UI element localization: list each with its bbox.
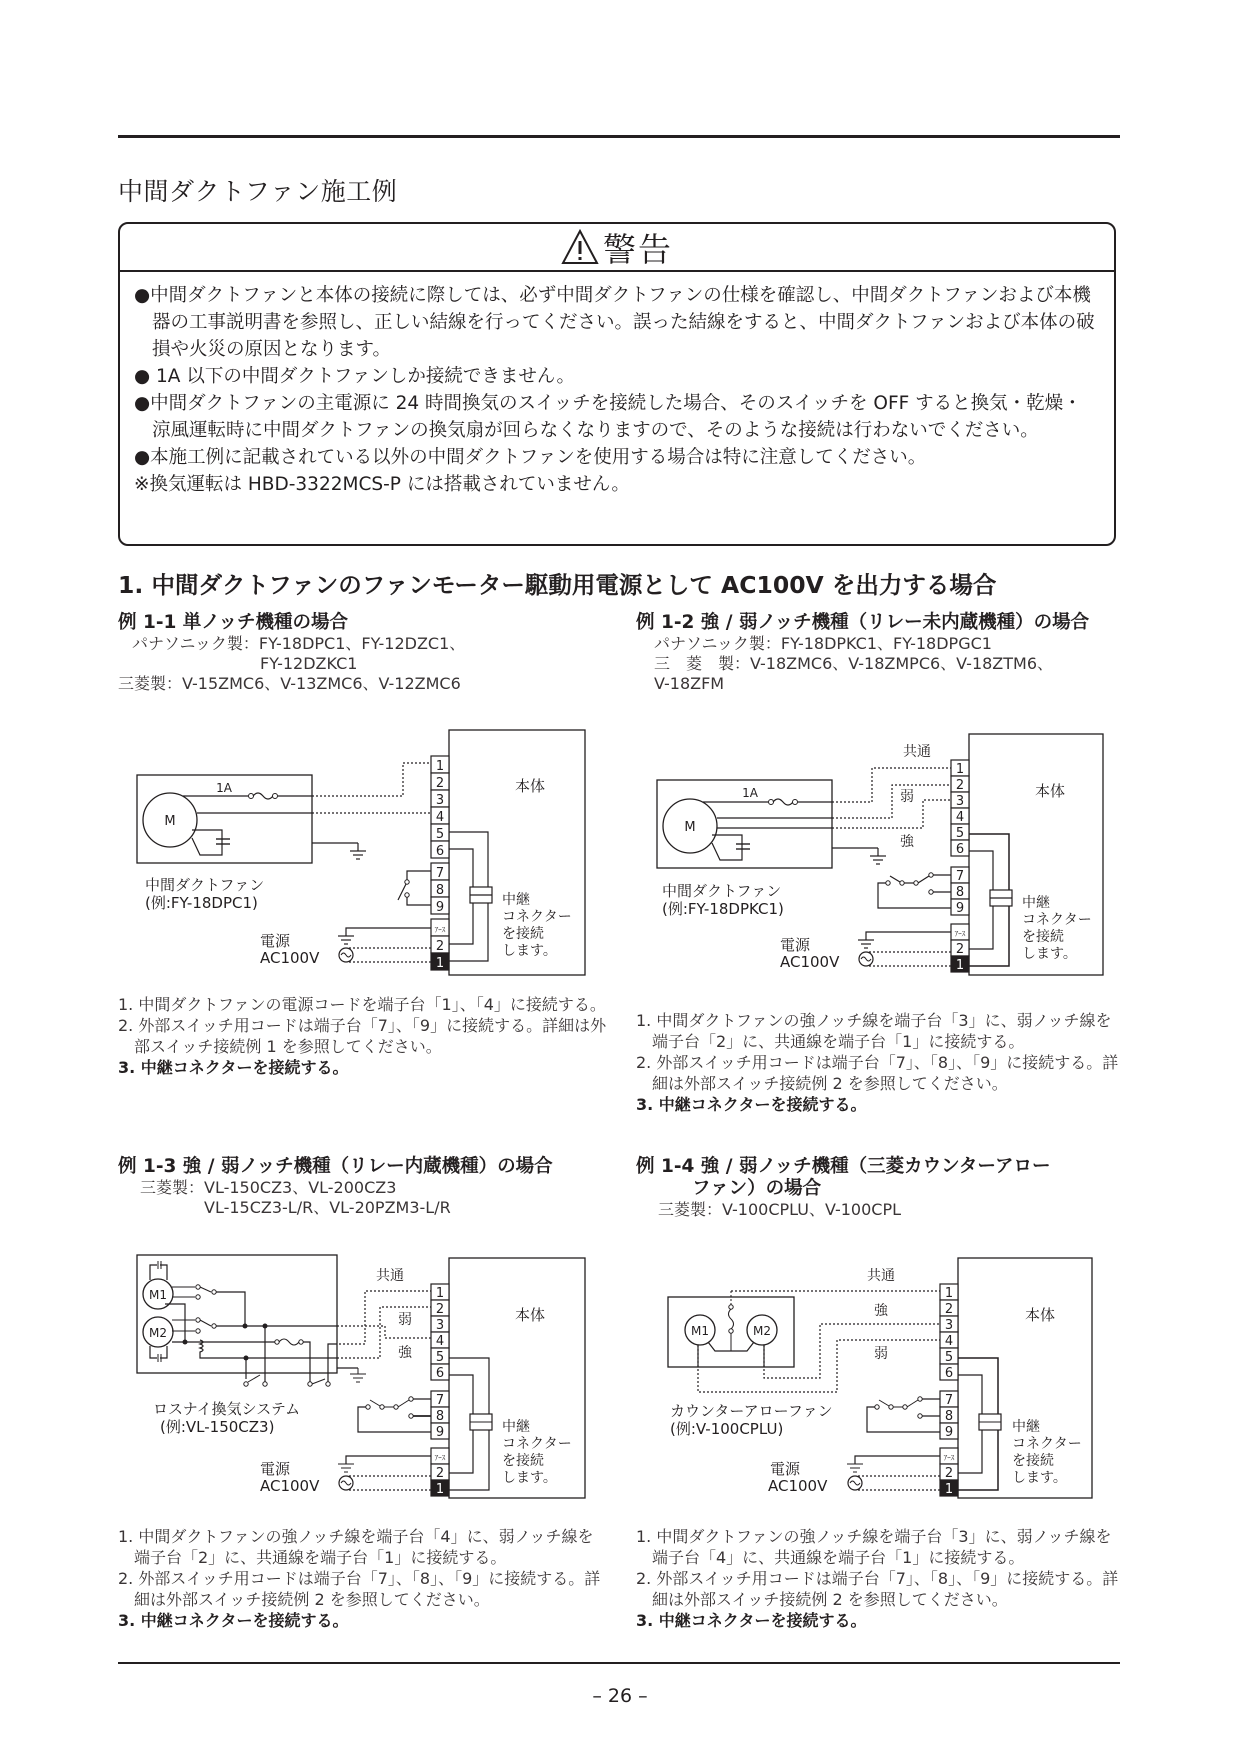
warning-item: ●中間ダクトファンの主電源に 24 時間換気のスイッチを接続した場合、そのスイッチを OFF すると換気・乾燥・涼風運転時に中間ダクトファンの換気扇が回らなくなりますので、そのような接続は行わないでください。 bbox=[134, 393, 1082, 441]
wiring-diagram-1-2 bbox=[640, 720, 1110, 980]
top-rule bbox=[118, 135, 1120, 138]
svg-text:9: 9 bbox=[944, 1425, 954, 1440]
example-1-3-steps bbox=[118, 1526, 608, 1631]
svg-text:2: 2 bbox=[955, 778, 965, 793]
svg-text:中継: 中継 bbox=[502, 892, 530, 908]
section-heading: 1. 中間ダクトファンのファンモーター駆動用電源として AC100V を出力する場合 bbox=[118, 571, 997, 599]
svg-text:電源: 電源 bbox=[780, 936, 811, 954]
svg-text:本体: 本体 bbox=[1024, 1306, 1056, 1324]
svg-text:7: 7 bbox=[944, 1393, 954, 1408]
example-1-3-header bbox=[118, 1156, 553, 1218]
svg-text:本体: 本体 bbox=[514, 1306, 546, 1324]
svg-text:4: 4 bbox=[435, 1334, 445, 1349]
svg-text:強: 強 bbox=[398, 1345, 412, 1361]
svg-text:1: 1 bbox=[435, 956, 445, 971]
bottom-rule bbox=[118, 1662, 1120, 1664]
svg-text:します。: します。 bbox=[502, 1470, 557, 1486]
svg-text:を接続: を接続 bbox=[502, 926, 544, 942]
example-title: 例 1-2 強 / 弱ノッチ機種（リレー未内蔵機種）の場合 bbox=[636, 612, 1090, 633]
svg-text:(例:FY-18DPKC1): (例:FY-18DPKC1) bbox=[662, 900, 784, 918]
svg-text:弱: 弱 bbox=[398, 1312, 412, 1328]
svg-text:4: 4 bbox=[955, 810, 965, 825]
svg-text:7: 7 bbox=[435, 866, 445, 881]
svg-text:6: 6 bbox=[435, 1366, 445, 1381]
step: 2. 外部スイッチ用コードは端子台「7」、「8」、「9」に接続する。詳細は外部スイッチ接続例 2 を参照してください。 bbox=[636, 1053, 1119, 1093]
svg-text:1: 1 bbox=[435, 759, 445, 774]
warning-title: 警告 bbox=[603, 229, 673, 269]
svg-text:2: 2 bbox=[955, 942, 965, 957]
svg-text:1: 1 bbox=[944, 1286, 954, 1301]
svg-text:2: 2 bbox=[435, 1466, 445, 1481]
svg-text:コネクター: コネクター bbox=[502, 909, 572, 925]
svg-text:中間ダクトファン: 中間ダクトファン bbox=[145, 876, 265, 894]
svg-text:共通: 共通 bbox=[867, 1268, 895, 1284]
svg-text:中間ダクトファン: 中間ダクトファン bbox=[662, 882, 782, 900]
svg-text:を接続: を接続 bbox=[1022, 929, 1064, 945]
svg-text:M1: M1 bbox=[149, 1288, 167, 1302]
svg-text:8: 8 bbox=[435, 883, 445, 898]
svg-text:本体: 本体 bbox=[1034, 782, 1066, 800]
svg-text:します。: します。 bbox=[1012, 1470, 1067, 1486]
svg-text:M: M bbox=[684, 820, 696, 835]
maker-line: パナソニック製：FY-18DPKC1、FY-18DPGC1 bbox=[654, 634, 992, 653]
example-title-cont: ファン）の場合 bbox=[692, 1178, 822, 1199]
svg-text:ロスナイ換気システム: ロスナイ換気システム bbox=[153, 1400, 301, 1418]
svg-text:します。: します。 bbox=[1022, 946, 1077, 962]
svg-text:4: 4 bbox=[944, 1334, 954, 1349]
svg-text:8: 8 bbox=[435, 1409, 445, 1424]
step: 1. 中間ダクトファンの強ノッチ線を端子台「3」に、弱ノッチ線を端子台「4」に、共通線を端子台「1」に接続する。 bbox=[636, 1527, 1112, 1567]
svg-text:中継: 中継 bbox=[502, 1419, 530, 1435]
example-1-1-steps bbox=[118, 994, 608, 1078]
svg-text:弱: 弱 bbox=[900, 789, 914, 805]
svg-text:を接続: を接続 bbox=[1012, 1453, 1054, 1469]
step: 1. 中間ダクトファンの強ノッチ線を端子台「3」に、弱ノッチ線を端子台「2」に、共通線を端子台「1」に接続する。 bbox=[636, 1011, 1112, 1051]
svg-text:2: 2 bbox=[435, 939, 445, 954]
maker-line: VL-15CZ3-L/R、VL-20PZM3-L/R bbox=[140, 1198, 451, 1217]
svg-text:1: 1 bbox=[955, 958, 965, 973]
svg-text:8: 8 bbox=[944, 1409, 954, 1424]
svg-text:5: 5 bbox=[435, 827, 445, 842]
svg-text:コネクター: コネクター bbox=[1022, 912, 1092, 928]
warning-item: ●中間ダクトファンと本体の接続に際しては、必ず中間ダクトファンの仕様を確認し、中間ダクトファンおよび本機器の工事説明書を参照し、正しい結線を行ってください。誤った結線をすると、中間ダクトファンおよび本体の破損や火災の原因となります。 bbox=[134, 285, 1095, 360]
svg-text:1: 1 bbox=[944, 1482, 954, 1497]
wiring-diagram-1-1 bbox=[120, 720, 600, 980]
svg-text:本体: 本体 bbox=[514, 777, 546, 795]
svg-text:M: M bbox=[164, 814, 176, 829]
example-1-1-header bbox=[118, 612, 465, 694]
warning-triangle-icon bbox=[561, 229, 599, 265]
warning-box bbox=[118, 222, 1116, 546]
step: 3. 中継コネクターを接続する。 bbox=[636, 1095, 867, 1114]
svg-text:共通: 共通 bbox=[903, 744, 931, 760]
svg-text:ｱｰｽ: ｱｰｽ bbox=[434, 926, 446, 934]
svg-text:1: 1 bbox=[435, 1286, 445, 1301]
svg-text:3: 3 bbox=[944, 1318, 954, 1333]
example-1-4-steps bbox=[636, 1526, 1126, 1631]
step: 1. 中間ダクトファンの強ノッチ線を端子台「4」に、弱ノッチ線を端子台「2」に、共通線を端子台「1」に接続する。 bbox=[118, 1527, 594, 1567]
svg-text:M2: M2 bbox=[149, 1326, 167, 1340]
warning-body bbox=[134, 282, 1100, 498]
svg-text:7: 7 bbox=[435, 1393, 445, 1408]
svg-text:9: 9 bbox=[435, 900, 445, 915]
svg-text:中継: 中継 bbox=[1012, 1419, 1040, 1435]
svg-text:2: 2 bbox=[944, 1466, 954, 1481]
svg-text:9: 9 bbox=[955, 901, 965, 916]
svg-text:3: 3 bbox=[435, 793, 445, 808]
maker-line: 三 菱 製：V-18ZMC6、V-18ZMPC6、V-18ZTM6、 bbox=[654, 654, 1054, 673]
warning-header bbox=[120, 224, 1114, 272]
step: 3. 中継コネクターを接続する。 bbox=[118, 1611, 349, 1630]
maker-line: V-18ZFM bbox=[654, 674, 725, 693]
step: 1. 中間ダクトファンの電源コードを端子台「1」、「4」に接続する。 bbox=[118, 995, 606, 1014]
svg-text:します。: します。 bbox=[502, 943, 557, 959]
svg-text:ｱｰｽ: ｱｰｽ bbox=[943, 1454, 955, 1462]
maker-line: 三菱製：VL-150CZ3、VL-200CZ3 bbox=[140, 1178, 397, 1197]
svg-text:(例:V-100CPLU): (例:V-100CPLU) bbox=[670, 1420, 784, 1438]
svg-text:5: 5 bbox=[955, 826, 965, 841]
example-1-2-header bbox=[636, 612, 1089, 694]
svg-text:7: 7 bbox=[955, 869, 965, 884]
svg-text:6: 6 bbox=[944, 1366, 954, 1381]
wiring-diagram-1-3 bbox=[120, 1240, 600, 1500]
page-title: 中間ダクトファン施工例 bbox=[118, 177, 398, 206]
svg-text:3: 3 bbox=[955, 794, 965, 809]
warning-item: ●本施工例に記載されている以外の中間ダクトファンを使用する場合は特に注意してください。 bbox=[134, 447, 927, 468]
svg-text:電源: 電源 bbox=[260, 932, 291, 950]
svg-text:ｱｰｽ: ｱｰｽ bbox=[954, 930, 966, 938]
example-title: 例 1-1 単ノッチ機種の場合 bbox=[118, 612, 349, 633]
svg-text:強: 強 bbox=[874, 1303, 888, 1319]
svg-text:2: 2 bbox=[435, 776, 445, 791]
maker-line: パナソニック製：FY-18DPC1、FY-12DZC1、 bbox=[132, 634, 466, 653]
svg-text:8: 8 bbox=[955, 885, 965, 900]
step: 3. 中継コネクターを接続する。 bbox=[636, 1611, 867, 1630]
svg-text:コネクター: コネクター bbox=[1012, 1436, 1082, 1452]
maker-line: 三菱製：V-15ZMC6、V-13ZMC6、V-12ZMC6 bbox=[118, 674, 461, 693]
svg-text:2: 2 bbox=[944, 1302, 954, 1317]
svg-text:カウンターアローファン: カウンターアローファン bbox=[670, 1402, 833, 1420]
svg-text:電源: 電源 bbox=[260, 1460, 291, 1478]
svg-text:9: 9 bbox=[435, 1425, 445, 1440]
svg-text:AC100V: AC100V bbox=[260, 1477, 320, 1495]
example-title: 例 1-3 強 / 弱ノッチ機種（リレー内蔵機種）の場合 bbox=[118, 1156, 553, 1177]
svg-text:M1: M1 bbox=[691, 1324, 709, 1338]
svg-text:3: 3 bbox=[435, 1318, 445, 1333]
wiring-diagram-1-4 bbox=[640, 1240, 1110, 1500]
step: 3. 中継コネクターを接続する。 bbox=[118, 1058, 349, 1077]
svg-text:電源: 電源 bbox=[770, 1460, 801, 1478]
svg-text:4: 4 bbox=[435, 810, 445, 825]
example-title: 例 1-4 強 / 弱ノッチ機種（三菱カウンターアロー bbox=[636, 1156, 1051, 1177]
svg-text:1: 1 bbox=[435, 1482, 445, 1497]
svg-text:中継: 中継 bbox=[1022, 895, 1050, 911]
svg-text:コネクター: コネクター bbox=[502, 1436, 572, 1452]
step: 2. 外部スイッチ用コードは端子台「7」、「8」、「9」に接続する。詳細は外部スイッチ接続例 2 を参照してください。 bbox=[636, 1569, 1119, 1609]
svg-text:2: 2 bbox=[435, 1302, 445, 1317]
example-1-4-header bbox=[636, 1156, 1050, 1220]
maker-line: FY-12DZKC1 bbox=[132, 654, 358, 673]
svg-text:5: 5 bbox=[435, 1350, 445, 1365]
maker-line: 三菱製：V-100CPLU、V-100CPL bbox=[658, 1200, 902, 1219]
svg-text:6: 6 bbox=[955, 842, 965, 857]
svg-text:を接続: を接続 bbox=[502, 1453, 544, 1469]
warning-item: ● 1A 以下の中間ダクトファンしか接続できません。 bbox=[134, 366, 576, 387]
warning-note: ※換気運転は HBD-3322MCS-P には搭載されていません。 bbox=[134, 474, 630, 495]
page-number: – 26 – bbox=[592, 1685, 648, 1707]
step: 2. 外部スイッチ用コードは端子台「7」、「9」に接続する。詳細は外部スイッチ接続例 1 を参照してください。 bbox=[118, 1016, 607, 1056]
svg-text:AC100V: AC100V bbox=[768, 1477, 828, 1495]
svg-text:AC100V: AC100V bbox=[260, 949, 320, 967]
svg-text:5: 5 bbox=[944, 1350, 954, 1365]
svg-text:1: 1 bbox=[955, 762, 965, 777]
svg-text:AC100V: AC100V bbox=[780, 953, 840, 971]
svg-text:弱: 弱 bbox=[874, 1346, 888, 1362]
svg-text:1A: 1A bbox=[742, 786, 758, 800]
svg-text:共通: 共通 bbox=[376, 1268, 404, 1284]
svg-text:ｱｰｽ: ｱｰｽ bbox=[434, 1454, 446, 1462]
svg-text:6: 6 bbox=[435, 844, 445, 859]
svg-text:(例:FY-18DPC1): (例:FY-18DPC1) bbox=[145, 894, 258, 912]
svg-text:1A: 1A bbox=[216, 781, 232, 795]
svg-text:強: 強 bbox=[900, 834, 914, 850]
svg-text:M2: M2 bbox=[753, 1324, 771, 1338]
svg-text:(例:VL-150CZ3): (例:VL-150CZ3) bbox=[160, 1418, 275, 1436]
example-1-2-steps bbox=[636, 1010, 1126, 1115]
step: 2. 外部スイッチ用コードは端子台「7」、「8」、「9」に接続する。詳細は外部スイッチ接続例 2 を参照してください。 bbox=[118, 1569, 601, 1609]
